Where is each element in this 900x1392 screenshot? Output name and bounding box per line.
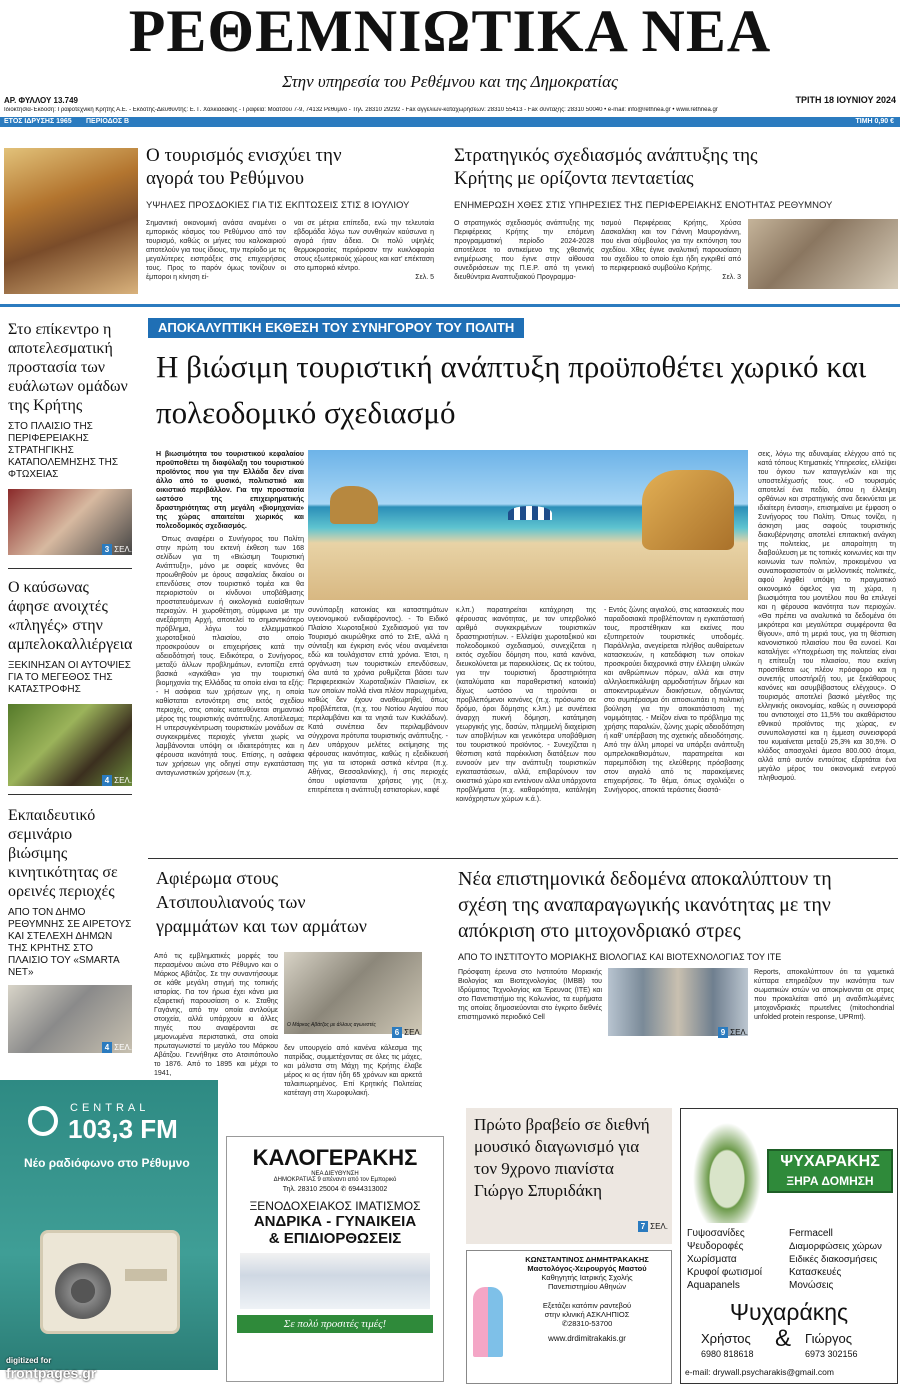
top-right-page: Σελ. 3 [722, 274, 741, 281]
sidebar-head-3: Εκπαιδευτικό σεμινάριο βιώσιμης κινητικότητας σε ορεινές περιοχές [8, 807, 118, 900]
sidebar-head-2: Ο καύσωνας άφησε ανοιχτές «πληγές» στην αμπελοκαλλιέργεια [8, 579, 133, 653]
sidebar-story-3 [8, 806, 132, 1053]
rabbit-mascot-icon [687, 1113, 767, 1223]
psych-item: Ειδικές διακοσμήσεις [789, 1254, 878, 1265]
main-story [148, 318, 898, 858]
market-photo [4, 148, 138, 294]
radio-ad [0, 1080, 218, 1370]
kalog-name: ΚΑΛΟΓΕΡΑΚΗΣ [252, 1145, 418, 1170]
psycharakis-ad [680, 1108, 898, 1384]
kalog-line2: ΑΝΔΡΙΚΑ - ΓΥΝΑΙΚΕΙΑ [253, 1213, 417, 1230]
speaker-icon [55, 1263, 111, 1319]
umbrella [508, 506, 552, 520]
radio-word: CENTRAL [70, 1102, 150, 1114]
towels-image [240, 1253, 430, 1309]
sidebar-sub-2: ΞΕΚΙΝΗΣΑΝ ΟΙ ΑΥΤΟΨΙΕΣ ΓΙΑ ΤΟ ΜΕΓΕΘΟΣ ΤΗΣ ΚΑΤΑΣΤΡΟΦΗΣ [8, 660, 131, 695]
rock-right [642, 470, 734, 550]
kalog-line3: & ΕΠΙΔΙΟΡΘΩΣΕΙΣ [268, 1230, 402, 1247]
sidebar-story-1 [8, 320, 132, 555]
page-label: ΣΕΛ. [114, 545, 132, 554]
psych-item: Ψευδοροφές [687, 1241, 744, 1252]
top-left-col2: ναι σε μέτρια επίπεδα, ενώ την τελευταία εβδομάδα λόγω των συνθηκών καύσωνα η αγορά ήταν άδεια. Οι πολύ υψηλές θερμοκρασίες περιόρισαν την κυκλοφορία στους εξωτερικούς χώρους και κατ' επέκταση στο εμπορικό κέντρο. [294, 220, 434, 272]
doctor-web: www.drdimitrakakis.gr [548, 1334, 626, 1343]
scientists-photo [608, 968, 748, 1036]
sidebar-head-1: Στο επίκεντρο η αποτελεσματική προστασία των ευάλωτων ομάδων της Κρήτης [8, 321, 128, 414]
doctor-ad [466, 1250, 672, 1384]
top-right-col2: τισμού Περιφέρειας Κρήτης, Χρύσα Δασκαλάκη και τον Γιάννη Μαυρογιάννη, που είναι σύμβουλος για την εκπόνηση του σχεδίου. Χθες έγινε αναλυτική παρουσίαση του σχεδίου το οποίο έχει ήδη εγκριθεί από το περιφερειακό συμβούλιο Κρήτης. [601, 220, 741, 272]
psych-item: Διαμορφώσεις χώρων [789, 1241, 882, 1252]
kalog-subhead: ΝΕΑ ΔΙΕΥΘΥΝΣΗ [311, 1171, 359, 1177]
psych-brand2: ΞΗΡΑ ΔΟΜΗΣΗ [786, 1174, 874, 1188]
doctor-l2: Πανεπιστημίου Αθηνών [547, 1282, 627, 1291]
main-lead: Η βιωσιμότητα του τουριστικού κεφαλαίου προϋποθέτει τη διαφύλαξη του τουριστικού προϊόντος που για την Ελλάδα δεν είναι άλλο από το φυσικό, πολιτιστικό και οικιστικό περιβάλλον. Για την προστασία ωστόσο της επιχειρηματικής δραστηριότητας στη μεγάλη «βιομηχανία» της χώρας απαιτείται χωρικός και πολεοδομικός σχεδιασμός. [156, 451, 304, 530]
top-left-page: Σελ. 5 [415, 274, 434, 281]
science-sub: ΑΠΟ ΤΟ ΙΝΣΤΙΤΟΥΤΟ ΜΟΡΙΑΚΗΣ ΒΙΟΛΟΓΙΑΣ ΚΑΙ ΒΙΟΤΕΧΝΟΛΟΓΙΑΣ ΤΟΥ ΙΤΕ [458, 952, 782, 962]
radio-logo-icon [28, 1106, 58, 1136]
atsipoul-col2: δεν υπουργείο από κανένα κάλεσμα της πατρίδας, συμμετέχοντας σε όλες τις μάχες, και μάλιστα στη Μάχη της Κρήτης έλαβε μέρος κι ας ήταν ήδη 65 χρόνων και αρκετά ταλαιπωρημένος. Επί Κρητικής Πολιτείας κατέταγη στη Χωροφυλακή. [284, 1045, 422, 1097]
masthead-title: ΡΕΘΕΜΝΙΩΤΙΚΑ ΝΕΑ [128, 0, 772, 64]
psych-item: Χωρίσματα [687, 1254, 737, 1265]
page-label: ΣΕΛ. [404, 1028, 422, 1037]
sidebar-story-2 [8, 578, 132, 786]
doctor-title: Μαστολόγος-Χειρουργός Μαστού [527, 1264, 647, 1273]
founded-label: ΕΤΟΣ ΙΔΡΥΣΗΣ 1965 [4, 118, 72, 125]
page-label: ΣΕΛ. [114, 1043, 132, 1052]
psych-p1: Χρήστος [701, 1331, 751, 1346]
digitized-watermark [6, 1356, 146, 1381]
main-col3: κ.λπ.) παρατηρείται κατάχρηση της φέρουσας ικανότητας, με τον υπερβολικό αριθμό συγκεκριμένων τουριστικών δραστηριοτήτων. - Ελλείψει χωροταξικού και πολεοδομικού σχεδιασμού, συνεχίζεται η εκτός σχεδίου δόμηση που, κατά κανόνα, διευκολύνεται με παρεκκλίσεις. Ως εκ τούτου, για την τουριστική δραστηριότητα (καταλύματα και παραθεριστική κατοικία) δίχως ωστόσο να τηρούνται οι προβλεπόμενοι κανόνες (π.χ. πρόσωπο σε δρόμο, όροι δόμησης κ.λπ.) με συνέπεια άναρχη πυκνή δόμηση, κατάτμηση γεωργικής γης, δασών, πλημμελή διαχείριση των αποβλήτων και γενικότερα υποβάθμιση του τουριστικού προϊόντος. - Συνεχίζεται η θέσπιση κατά παρέκκλιση διατάξεων που ευνοούν μεν την ανάπτυξη τουριστικών εγκαταστάσεων, αλλά, επιβαρύνουν τον οικιστικό χώρο και εντείνουν αλλα υπάρχοντα προβλήματα (π.χ. καθαριότητα, κατάληψη κοινόχρηστων χώρων κ.ά.). [456, 607, 596, 803]
sidebar-sub-3: ΑΠΟ ΤΟΝ ΔΗΜΟ ΡΕΘΥΜΝΗΣ ΣΕ ΑΙΡΕΤΟΥΣ ΚΑΙ ΣΤΕΛΕΧΗ ΔΗΜΩΝ ΤΗΣ ΚΡΗΤΗΣ ΣΤΟ ΠΛΑΙΣΙΟ ΤΟΥ «SMARTA NET» [8, 907, 132, 978]
radio-freq: 103,3 FM [68, 1114, 178, 1144]
top-right-col1: Ο στρατηγικός σχεδιασμός ανάπτυξης της Περιφέρειας Κρήτης την επόμενη προγραμματική περίοδο 2024-2028 αποτέλεσε το αντικείμενο της χθεσινής ενημέρωσης που έγινε στην αίθουσα συνεδριάσεων της Π.Ε.Ρ. από τη γενική διευθύντρια Αναπτυξιακού Προγραμμα- [454, 220, 594, 281]
psych-item: Κατασκευές [789, 1267, 842, 1278]
top-right-story [454, 144, 898, 296]
top-left-sub: ΥΨΗΛΕΣ ΠΡΟΣΔΟΚΙΕΣ ΓΙΑ ΤΙΣ ΕΚΠΤΩΣΕΙΣ ΣΤΙΣ 8 ΙΟΥΛΙΟΥ [146, 200, 410, 211]
page-label: ΣΕΛ. [730, 1028, 748, 1037]
psych-email: e-mail: drywall.psycharakis@gmail.com [685, 1367, 834, 1377]
psych-item: Μονώσεις [789, 1280, 834, 1291]
piano-box [466, 1108, 672, 1244]
piano-text: Πρώτο βραβείο σε διεθνή μουσικό διαγωνισμό για τον 9χρονο πιανίστα Γιώργο Σπυριδάκη [474, 1115, 650, 1200]
rock-left [330, 486, 378, 524]
main-kicker: ΑΠΟΚΑΛΥΠΤΙΚΗ ΕΚΘΕΣΗ ΤΟΥ ΣΥΝΗΓΟΡΟΥ ΤΟΥ ΠΟΛΙΤΗ [148, 318, 524, 338]
sidebar-photo-3 [8, 985, 132, 1053]
page-badge: 4 [102, 775, 112, 786]
psych-brand-box [767, 1149, 893, 1193]
psych-ph2: 6973 302156 [805, 1349, 858, 1359]
info-bar [0, 117, 900, 127]
doctor-l3: Εξετάζει κατόπιν ραντεβού [542, 1301, 632, 1310]
kalog-address: ΔΗΜΟΚΡΑΤΙΑΣ 9 απέναντι από τον Εμπορικό [273, 1177, 397, 1183]
beach-photo [308, 450, 748, 600]
page-label: ΣΕΛ. [114, 776, 132, 785]
psych-p2: Γιώργος [805, 1331, 853, 1346]
masthead [0, 0, 900, 128]
doctor-phone: ✆28310-53700 [561, 1319, 613, 1328]
kalogerakis-ad [226, 1136, 444, 1382]
dial-icon [125, 1269, 167, 1281]
top-left-story [146, 144, 436, 296]
psych-amp: & [775, 1325, 792, 1352]
price-label: ΤΙΜΗ 0,90 € [855, 118, 894, 125]
psych-ph1: 6980 818618 [701, 1349, 754, 1359]
ribbon-icon [473, 1287, 503, 1357]
top-left-headline: Ο τουρισμός ενισχύει την αγορά του Ρεθύμνου [146, 145, 342, 189]
main-col4: - Εντός ζώνης αιγιαλού, στις κατασκευές που παραδοσιακά προβλέπονταν η εγκατάστασή τους, προστέθηκαν και εκείνες που εξυπηρετούν τουριστικές υποδομές. Παράλληλα, ανεγείρεται πλήθος αυθαίρετων κατασκευών, η κατεδάφιση των οποίων προσκρούει διαχρονικά στην έλλειψη υλικών και ανθρώπινων πόρων, αλλά και στην αλληλοεπικάλυψη αρμοδιοτήτων δήμων και αποκεντρωμένων διοικήσεων, οδηγώντας στο συμπέρασμα ότι αποσιωπάει η πολιτική βούληση για την αποκατάσταση της νομιμότητας. - Μείζον είναι το πρόβλημα της χρήσης παραλιών, ζώνης χωρίς αδειοδότηση ή καθ' υπέρβαση της σχετικής αδειοδότησης. Από την άλλη μπορεί να υπάρξει ανάπτυξη ομπρελοκαθισμάτων, παρατηρείται και παρεμπόδιση της ελεύθερης πρόσβασης στον αιγιαλό από τις παρακείμενες επιχειρήσεις. Το θέμα, όπως σχολιάζει ο Συνήγορος, αποκτά τεράστιες διαστά- [604, 607, 744, 794]
kalog-phones: Τηλ. 28310 25004 ✆ 6944313002 [282, 1186, 388, 1193]
sidebar-rule-2 [8, 794, 132, 795]
science-col1: Πρόσφατη έρευνα στο Ινστιτούτο Μοριακής Βιολογίας και Βιοτεχνολογίας (ΙΜΒΒ) του Ιδρύματος Τεχνολογίας και Έρευνας (ΙΤΕ) και στο Πανεπιστήμιο της Κολωνίας, τα ευρήματα της οποίας δημοσιεύονται στο έγκριτο διεθνές επιστημονικό περιοδικό Cell [458, 969, 602, 1021]
psych-brand: ΨΥΧΑΡΑΚΗΣ [780, 1153, 880, 1170]
sidebar-photo-1 [8, 489, 132, 555]
science-headline: Νέα επιστημονικά δεδομένα αποκαλύπτουν τη σχέση της αναπαραγωγικής ικανότητας με την απόκριση στο μιτοχονδριακό στρες [458, 868, 832, 942]
main-col1: Όπως αναφέρει ο Συνήγορος του Πολίτη στην πρώτη του εκτενή έκθεση των 168 σελίδων για τη «Βιώσιμη Τουριστική Ανάπτυξη», μόνο με σαφείς κανόνες θα προωθηθούν με όρους ασφαλείας δικαίου οι επενδύσεις στον τουριστικό τομέα και θα περιοριστούν οι κίνδυνοι υποβάθμισης προστατευόμενων ή οικολογικά ευαίσθητων περιοχών. Η χωροθέτηση, σύμφωνα με την ανεξάρτητη Αρχή, αποτελεί το σημαντικότερο πρόβλημα, λόγω του ελλειμματικού χωροταξικού πλαισίου, στο οποίο προσκρούουν οι επιχειρήσεις κατά την αδειοδότησή τους. Ειδικότερα, ο Συνήγορος, μεταξύ άλλων προβλημάτων, εντοπίζει επτά βασικά «αγκάθια» για την τουριστική βιομηχανία της Ελλάδας τα οποία είναι τα εξής: - Η ασάφεια των χρήσεων γης, η οποία καθίσταται εντονότερη στις εκτός σχεδίου περιοχές, στις οποίες κατευθύνεται σημαντικό μέρος της τουριστικής ανάπτυξης. Αποτέλεσμα; Η υπερσυγκέντρωση τουριστικών μονάδων σε συγκεκριμένες περιοχές γίνεται χωρίς να λαμβάνονται υπόψη οι ιδιαιτερότητες και η φέρουσα ικανότητά τους. Επίσης, η ασάφεια των χρήσεων γης οδηγεί στην εγκατάσταση ανταγωνιστικών χρήσεων (π.χ. [156, 536, 304, 777]
mid-divider [148, 858, 898, 859]
science-col2: Reports, αποκαλύπτουν ότι τα γαμετικά κύτταρα επηρεάζουν την ικανότητα των σωματικών ιστών να αποκρίνονται σε στρες που προκαλείται από μη αναδιπλωμένες μιτοχονδριακές πρωτεΐνες (mitochondrial unfolded protein response, UPRmt). [754, 969, 894, 1021]
watermark-line1: digitized for [6, 1356, 52, 1365]
sidebar-sub-1: ΣΤΟ ΠΛΑΙΣΙΟ ΤΗΣ ΠΕΡΙΦΕΡΕΙΑΚΗΣ ΣΤΡΑΤΗΓΙΚΗΣ ΚΑΤΑΠΟΛΕΜΗΣΗΣ ΤΗΣ ΦΤΩΧΕΙΑΣ [8, 421, 119, 480]
main-col2: συνύπαρξη κατοικίας και καταστημάτων υγειονομικού ενδιαφέροντος). - Το Ειδικό Πλαίσιο Χωροταξικού Σχεδιασμού για τον Τουρισμό ακυρώθηκε από το ΣτΕ, αλλά η σύνταξη και έγκριση ενός νέου αναμένεται εδώ και τουλάχιστον επτά χρόνια. Έτσι, η οργάνωση των τουριστικών επενδύσεων, όλα αυτά τα χρόνια ρυθμίζεται βάσει των Περιφερειακών Χωροταξικών Πλαισίων, εκ των οποίων πολλά είναι πλέον παρωχημένα, καθώς δεν έχουν αναθεωρηθεί, όπως προβλέπεται, (π.χ. του Νοτίου Αιγαίου που περιλαμβάνει και τα νησιά των Κυκλάδων). Κατά συνέπεια δεν περιλαμβάνουν σύγχρονα πρότυπα τουριστικής ανάπτυξης. - Δεν υπάρχουν μελέτες εκτίμησης της φέρουσας ικανότητας, καθώς η εξειδίκευσή της για τα ιστορικά αστικά κέντρα (π.χ. Αθήνας, Θεσσαλονίκης), ή στις περιοχές όπου υφίστανται χρήσεις γης (π.χ. επιτρέπεται η ανάπτυξη εστιατορίων, καφέ [308, 607, 448, 794]
issue-number: ΑΡ. ΦΥΛΛΟΥ 13.749 [4, 96, 78, 105]
radio-device-icon [40, 1230, 180, 1334]
main-col5: σεις, λόγω της αδυναμίας ελέγχου από τις κατά τόπους Κτηματικές Υπηρεσίες, ελλείψει του όγκου των καταγγελιών και της υποστελέχωσής τους. «Ο τουρισμός αποτελεί ένα πεδίο, όπου η έλλειψη ορθάνων και στρατηγικής ανα δεικνύεται με ιδιαίτερη ένταση», επισημαίνει με έμφαση ο Συνήγορος του Πολίτη. Όπως τονίζει, η άσκηση μιας σαφούς τουριστικής διακυβέρνησης αποτελεί επιτακτική ανάγκη της πολιτείας, με απαραίτητη τη διαβούλευση με τις τοπικές κοινωνίες και την κοινωνία των πολιτών, προκειμένου να συναποφασιστούν οι μελλοντικές πολιτικές, αφού ληφθεί υπόψη το πραγματικό οικονομικό όφελος για τη χώρα, η βιωσιμότητα του μοντέλου που θα επιλεγεί και η φέρουσα ικανότητα των περιοχών. «Θα πρέπει να αναλυτικά τα δεδομένα ότι μικρότερα και μεγαλύτερα συμφέροντα θα θίγουν», από τη μεριά τους, για τη θέσπιση κανονιστικού πλαισίου που θα ευνοεί. Και καταλήγει: «Υποχρέωση της πολιτείας είναι η επίτευξη του πλαισίου, που εκείνη προστίθεται ως πλέον πρόσφορο και η συνεπής υποστήριξή του, με ξεκάθαρους κανόνες και ασυμβίβαστους ελέγχους». Ο τουρισμός αποτελεί βασικό μέγεθος της ελληνικής οικονομίας, καθώς η συνεισφορά του αντιστοιχεί στο 11,5% του ακαθάριστου εθνικού προϊόντος της χώρας, εν συνυπολογιστεί και η έμμεση συνεισφορά του κυμαίνεται μεταξύ 25,3% και 30,5%. Ο κλάδος απασχολεί άμεσα 800.000 άτομα, αλλά από αυτόν εντούτοις εξαρτάται ένα μεγάλο μέρος του οικονομικά ενεργού πληθυσμού. [758, 451, 896, 782]
doctor-l4: στην κλινική ΑΣΚΛΗΠΙΟΣ [544, 1310, 630, 1319]
page-badge: 6 [392, 1027, 402, 1038]
psych-item: Fermacell [789, 1228, 833, 1239]
doctor-name: ΚΩΝΣΤΑΝΤΙΝΟΣ ΔΗΜΗΤΡΑΚΑΚΗΣ [525, 1255, 649, 1264]
kalog-slogan: Σε πολύ προσιτές τιμές! [237, 1315, 433, 1333]
watermark-line2: frontpages.gr [6, 1365, 97, 1381]
sidebar-photo-2 [8, 704, 132, 786]
psych-item: Κρυφοί φωτισμοί [687, 1267, 762, 1278]
top-right-headline: Στρατηγικός σχεδιασμός ανάπτυξης της Κρήτης με ορίζοντα πενταετίας [454, 145, 758, 189]
meeting-photo [748, 219, 898, 289]
atsipoul-story [148, 866, 428, 1097]
page-badge: 9 [718, 1027, 728, 1038]
page-badge: 4 [102, 1042, 112, 1053]
psych-item: Aquapanels [687, 1280, 740, 1291]
sidebar-rule-1 [8, 568, 132, 569]
atsipoul-headline: Αφιέρωμα στους Ατσιπουλιανούς των γραμμάτων και των αρμάτων [156, 868, 367, 936]
top-left-col1: Σημαντική οικονομική ανάσα αναμένει ο εμπορικός κόσμος του Ρεθύμνου από τον τουρισμό, καθώς οι μήνες του καλοκαιριού αποτελούν για τους ίδιους, την περίοδο με τις μεγαλύτερες εισπράξεις στις επιχειρήσεις τους. Προς το παρόν όμως τονίζουν οι έμποροι η κίνηση εί- [146, 220, 286, 281]
page-label: ΣΕΛ. [650, 1222, 668, 1231]
sidebar [0, 316, 136, 1068]
science-story [458, 866, 898, 1080]
top-right-sub: ΕΝΗΜΕΡΩΣΗ ΧΘΕΣ ΣΤΙΣ ΥΠΗΡΕΣΙΕΣ ΤΗΣ ΠΕΡΙΦΕΡΕΙΑΚΗΣ ΕΝΟΤΗΤΑΣ ΡΕΘΥΜΝΟΥ [454, 200, 833, 211]
radio-slogan: Νέο ραδιόφωνο στο Ρέθυμνο [24, 1156, 190, 1170]
atsipoul-caption: Ο Μάρκος Αβάτζος με άλλους αγωνιστές [287, 1022, 376, 1028]
doctor-l1: Καθηγητής Ιατρικής Σχολής [541, 1273, 633, 1282]
page-badge: 7 [638, 1221, 648, 1232]
main-headline: Η βιώσιμη τουριστική ανάπτυξη προϋποθέτει χωρικό και πολεοδομικό σχεδιασμό [156, 349, 867, 430]
publisher-info: Ιδιοκτησία-Έκδοση: Γραφοτεχνική Κρήτης Α.Ε. - Εκδότης-Διευθυντής: Ε. Γ. Χαλκιαδάκης - Γραφεία: Μοάτσου 7-9, 74132 Ρέθυμνο - Τηλ. 28310 29292 - Fax αγγελιών-καταχωρήσεων: 28310 55413 - Fax σύνταξης: 28310 50040 • e-mail: info@rethnea.gr • www.rethnea.gr [4, 107, 718, 113]
masthead-subtitle: Στην υπηρεσία του Ρεθέμνου και της Δημοκρατίας [282, 72, 618, 91]
issue-date: ΤΡΙΤΗ 18 ΙΟΥΝΙΟΥ 2024 [795, 95, 896, 105]
psych-item: Γυψοσανίδες [687, 1228, 745, 1239]
atsipoul-col1: Από τις εμβληματικές μορφές του περασμένου αιώνα στο Ρέθυμνο και ο Μάρκος Αβάτζος. Σε την συναντήσουμε σε κάθε μεγάλη στιγμή της τοπικής ιστορίας. Για τον ήρωα έχει κάνει μια εξαιρετική παρουσίαση ο κ. Σταθης Γαγάνης, από την οποία αντλούμε στοιχεία, αλλά υπάρχουν κι άλλες πηγές που αναφέρονται σε μεμονωμένα περιστατικά, στα οποία πρωταγωνιστεί το μεγάλο του Μάρκου Αβάτζου. Γεννήθηκε στο Ατσιπόπουλο το 1876. Από το 1895 και μέχρι το 1941, [154, 953, 278, 1077]
kalog-line1: ΞΕΝΟΔΟΧΕΙΑΚΟΣ ΙΜΑΤΙΣΜΟΣ [249, 1199, 421, 1213]
period-label: ΠΕΡΙΟΔΟΣ Β [86, 118, 130, 125]
top-divider [0, 304, 900, 307]
page-badge: 3 [102, 544, 112, 555]
psych-name: Ψυχαράκης [729, 1299, 849, 1325]
